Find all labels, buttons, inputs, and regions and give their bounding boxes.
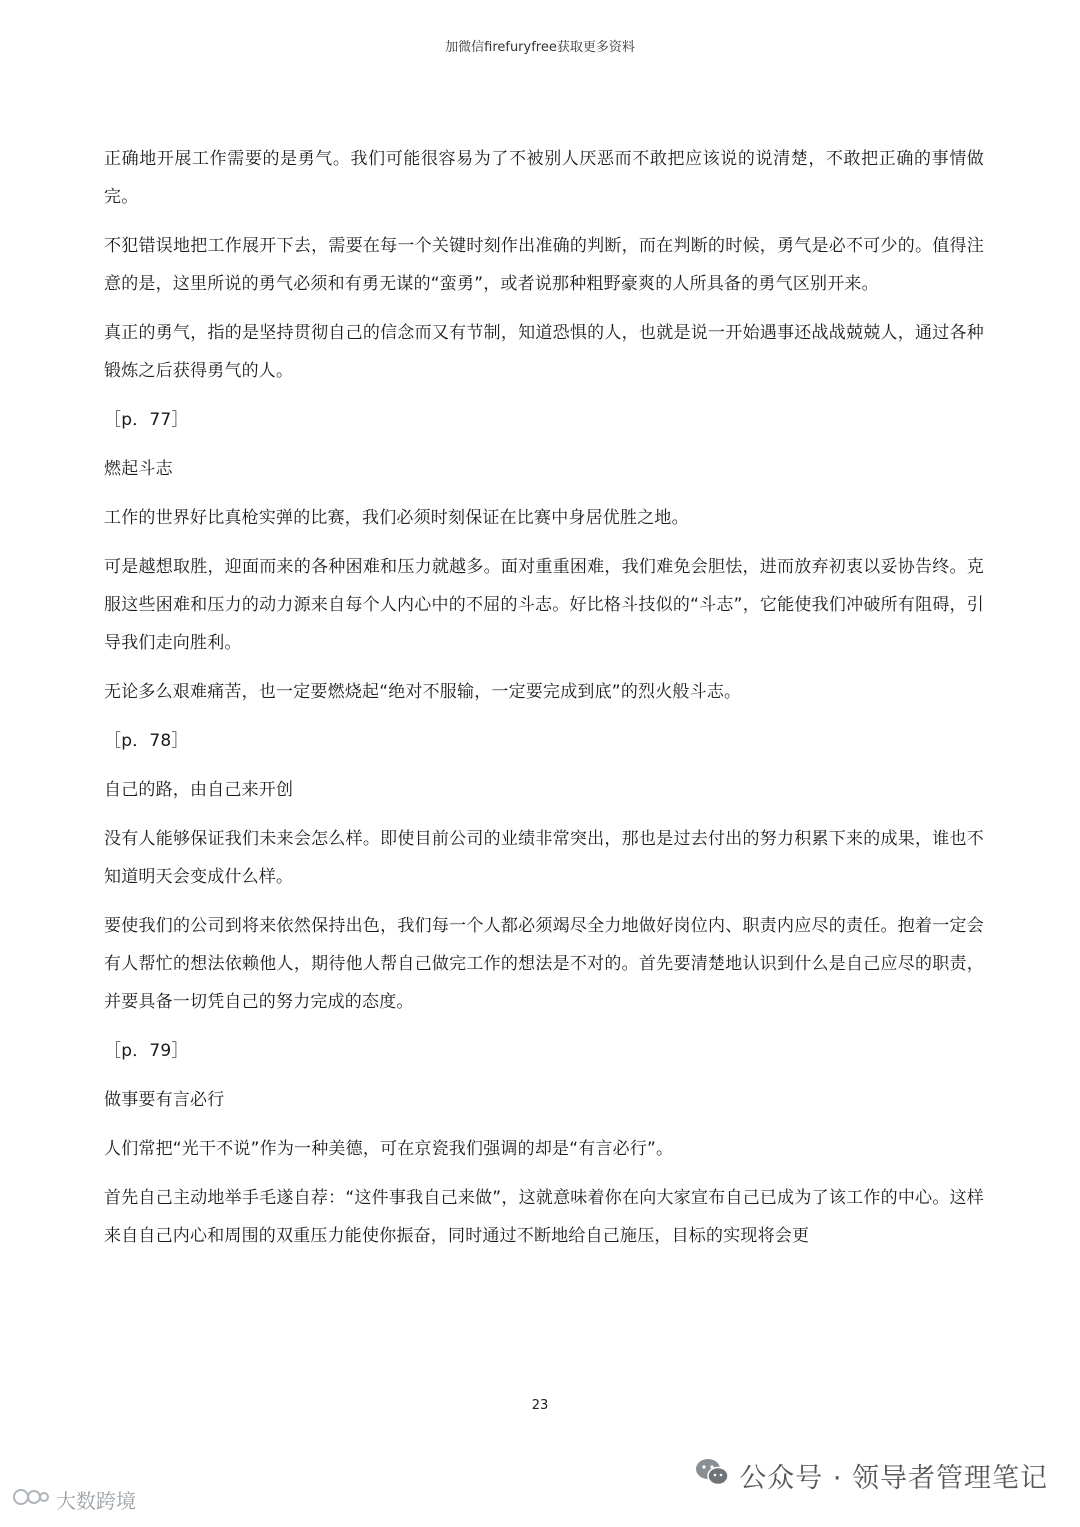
paragraph: 可是越想取胜，迎面而来的各种困难和压力就越多。面对重重困难，我们难免会胆怯，进而放弃初衷以妥协告终。克服这些困难和压力的动力源来自每个人内心中的不屈的斗志。好比格斗技似的“斗志”，它能使我们冲破所有阻碍，引导我们走向胜利。 [104, 557, 984, 653]
brand-name: 大数跨境 [56, 1489, 136, 1513]
paragraph: 真正的勇气，指的是坚持贯彻自己的信念而又有节制，知道恐惧的人，也就是说一开始遇事还战战兢兢人，通过各种锻炼之后获得勇气的人。 [104, 323, 984, 381]
paragraph: 不犯错误地把工作展开下去，需要在每一个关键时刻作出准确的判断，而在判断的时候，勇气是必不可少的。值得注意的是，这里所说的勇气必须和有勇无谋的“蛮勇”，或者说那种粗野豪爽的人所具备的勇气区别开来。 [104, 236, 984, 294]
watermark-left [12, 1485, 136, 1514]
document-body [104, 140, 984, 1266]
account-label: 公众号 · 领导者管理笔记 [739, 1463, 1048, 1494]
paragraph: 没有人能够保证我们未来会怎么样。即使目前公司的业绩非常突出，那也是过去付出的努力积累下来的成果，谁也不知道明天会变成什么样。 [104, 829, 984, 887]
paragraph: 人们常把“光干不说”作为一种美德，可在京瓷我们强调的却是“有言必行”。 [104, 1139, 674, 1159]
section-heading: 自己的路，由自己来开创 [104, 780, 294, 800]
page-reference: ［p．78］ [104, 731, 189, 751]
paragraph: 正确地开展工作需要的是勇气。我们可能很容易为了不被别人厌恶而不敢把应该说的说清楚，不敢把正确的事情做完。 [104, 149, 984, 207]
paragraph: 无论多么艰难痛苦，也一定要燃烧起“绝对不服输，一定要完成到底”的烈火般斗志。 [104, 682, 742, 702]
page-reference: ［p．77］ [104, 410, 189, 430]
paragraph: 工作的世界好比真枪实弹的比赛，我们必须时刻保证在比赛中身居优胜之地。 [104, 508, 689, 528]
brand-logo-icon [12, 1486, 50, 1513]
page-header: 加微信firefuryfree获取更多资料 [445, 40, 635, 55]
section-heading: 燃起斗志 [104, 459, 173, 479]
page-number: 23 [531, 1398, 549, 1413]
wechat-icon [695, 1457, 729, 1494]
paragraph: 要使我们的公司到将来依然保持出色，我们每一个人都必须竭尽全力地做好岗位内、职责内应尽的责任。抱着一定会有人帮忙的想法依赖他人，期待他人帮自己做完工作的想法是不对的。首先要清楚地认识到什么是自己应尽的职责，并要具备一切凭自己的努力完成的态度。 [104, 916, 984, 1012]
paragraph: 首先自己主动地举手毛遂自荐：“这件事我自己来做”，这就意味着你在向大家宣布自己已成为了该工作的中心。这样来自自己内心和周围的双重压力能使你振奋，同时通过不断地给自己施压，目标的实现将会更 [104, 1188, 984, 1246]
section-heading: 做事要有言必行 [104, 1090, 225, 1110]
page-reference: ［p．79］ [104, 1041, 189, 1061]
watermark-right [695, 1456, 1048, 1495]
